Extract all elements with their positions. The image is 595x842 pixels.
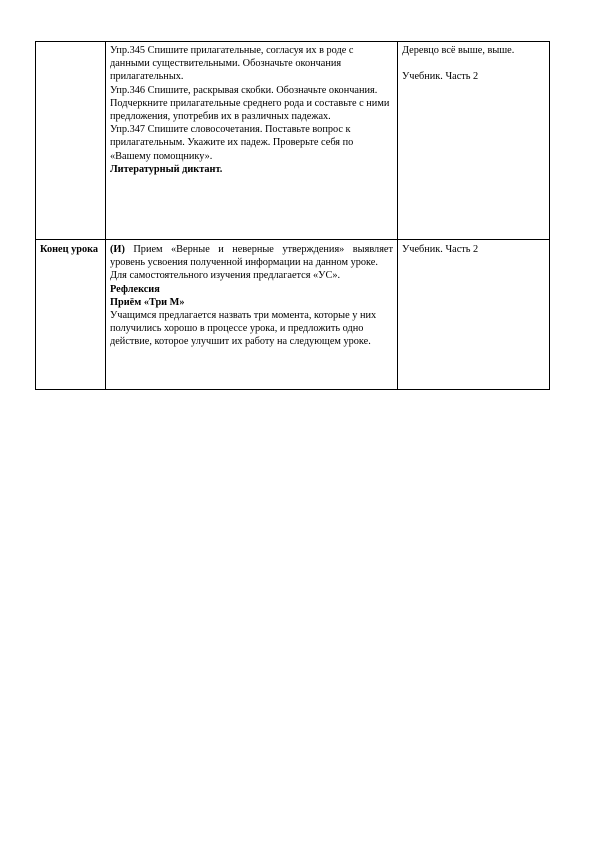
resources-cell xyxy=(398,240,550,390)
table-row xyxy=(36,42,550,240)
resource-textbook: Учебник. Часть 2 xyxy=(402,244,479,255)
table-row xyxy=(36,240,550,390)
content-cell xyxy=(106,42,398,240)
three-m-heading: Приём «Три М» xyxy=(110,296,185,308)
resource-poem-title: Деревцо всё выше, выше. xyxy=(402,45,515,56)
self-study-text: Для самостоятельного изучения предлагается «УС». xyxy=(110,270,341,282)
stage-cell xyxy=(36,42,106,240)
stage-label: Конец урока xyxy=(40,244,99,255)
resource-textbook: Учебник. Часть 2 xyxy=(402,71,479,83)
true-false-method-text xyxy=(110,243,393,269)
exercise-346-text: Упр.346 Спишите, раскрывая скобки. Обозначьте окончания. Подчеркните прилагательные среднего рода и составьте с ними предложения, употребив их в различных падежах. xyxy=(110,84,390,123)
individual-marker: (И) xyxy=(110,244,125,255)
true-false-method-description: Прием «Верные и неверные утверждения» выявляет уровень усвоения полученной информации на данном уроке. xyxy=(110,244,393,269)
content-cell xyxy=(106,240,398,390)
resources-cell xyxy=(398,42,550,240)
literary-dictation-heading: Литературный диктант. xyxy=(110,163,223,175)
exercise-347-text: Упр.347 Спишите словосочетания. Поставьте вопрос к прилагательным. Укажите их падеж. Проверьте себя по «Вашему помощнику». xyxy=(110,124,354,162)
three-m-description: Учащимся предлагается назвать три момента, которые у них получились хорошо в процессе урока, и предложить одно действие, которое улучшит их работу на следующем уроке. xyxy=(110,310,377,348)
reflection-heading: Рефлексия xyxy=(110,283,160,295)
stage-cell xyxy=(36,240,106,390)
exercise-345-text: Упр.345 Спишите прилагательные, согласуя их в роде с данными существительными. Обозначьте окончания прилагательных. xyxy=(110,45,354,83)
lesson-plan-table xyxy=(35,41,550,390)
